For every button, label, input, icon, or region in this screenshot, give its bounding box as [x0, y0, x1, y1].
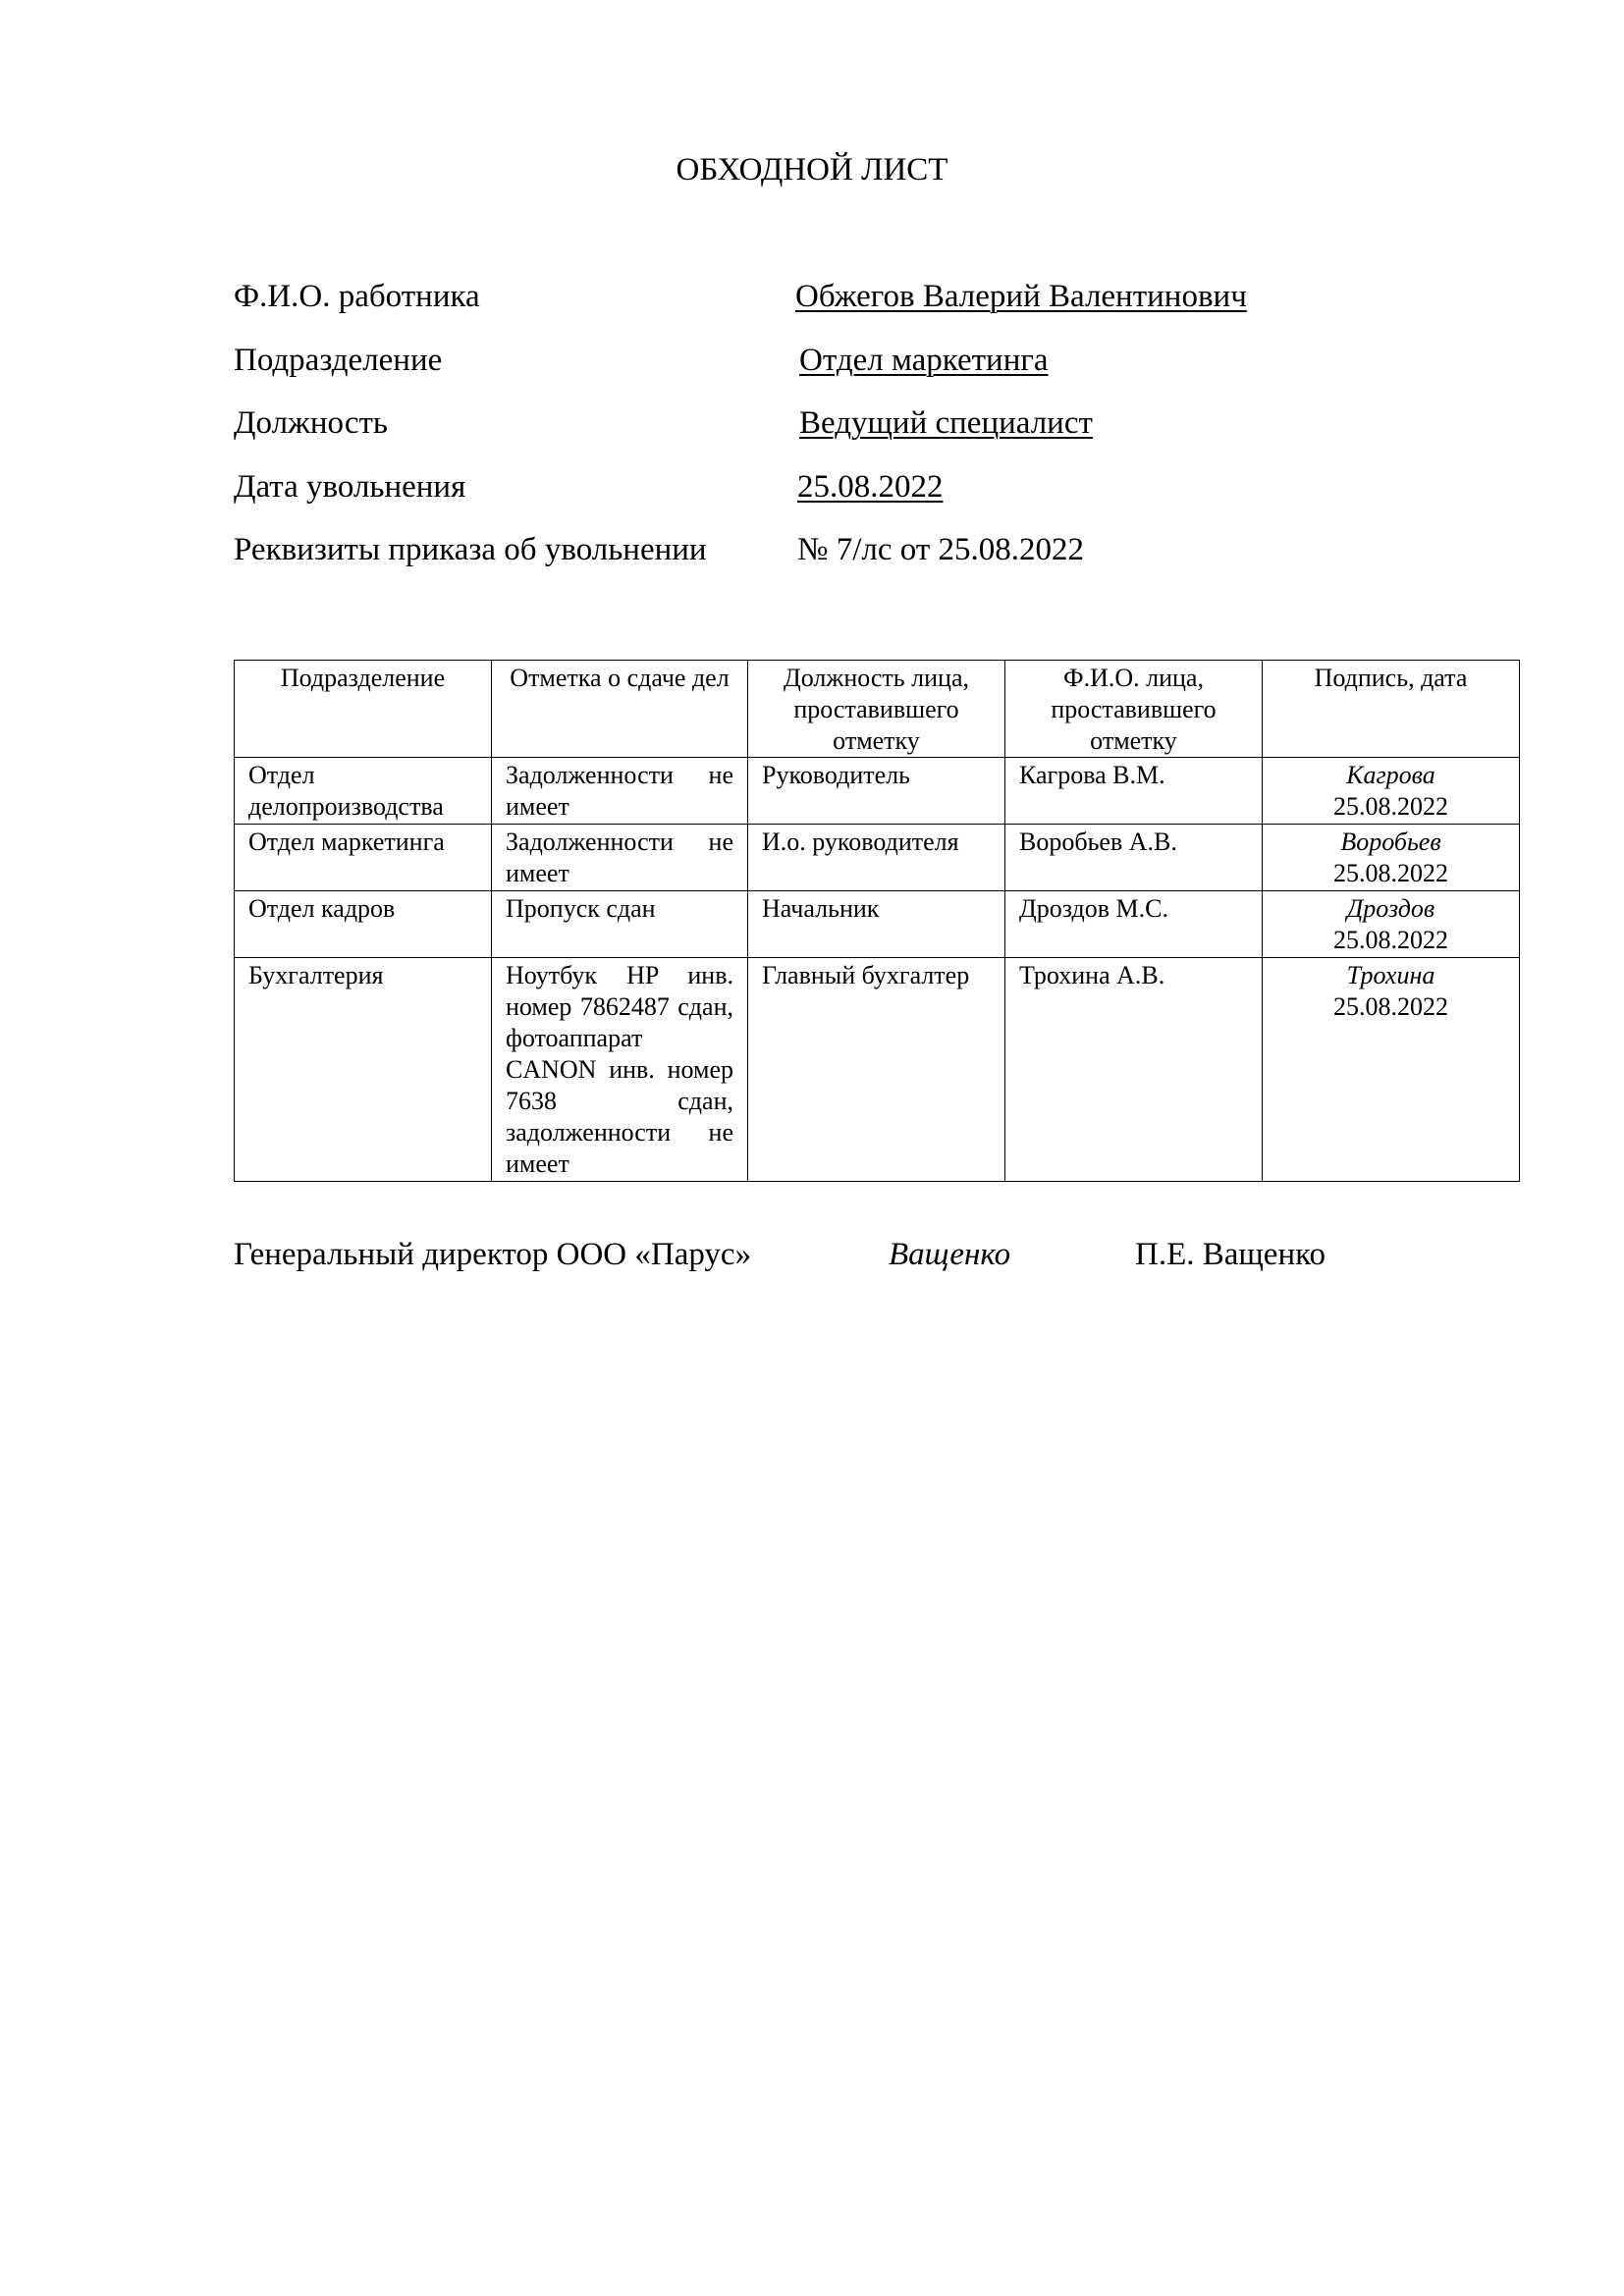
cell-position: Главный бухгалтер: [748, 958, 1005, 1182]
info-row-order-details: [234, 530, 1412, 594]
table-row: [235, 758, 1520, 825]
table-row: [235, 825, 1520, 891]
position-value: Ведущий специалист: [799, 405, 1093, 441]
table-header-row: [235, 661, 1520, 758]
table-row: [235, 891, 1520, 958]
info-row-position: [234, 403, 1412, 467]
cell-name: Трохина А.В.: [1005, 958, 1263, 1182]
position-label: Должность: [234, 405, 388, 441]
cell-department: Отдел делопроизводства: [235, 758, 492, 825]
signature-date: 25.08.2022: [1333, 859, 1448, 887]
document-title: ОБХОДНОЙ ЛИСТ: [676, 152, 948, 187]
signature: Кагрова: [1346, 761, 1435, 789]
cell-mark: Задолженности не имеет: [492, 758, 748, 825]
cell-department: Бухгалтерия: [235, 958, 492, 1182]
director-signature-block: [234, 1235, 1412, 1274]
table-row: [235, 958, 1520, 1182]
director-position: Генеральный директор ООО «Парус»: [234, 1237, 752, 1272]
signature-date: 25.08.2022: [1333, 926, 1448, 954]
header-department: Подразделение: [235, 661, 492, 758]
director-signature: Ващенко: [889, 1237, 1011, 1272]
cell-name: Кагрова В.М.: [1005, 758, 1263, 825]
info-row-department: [234, 341, 1412, 404]
header-position: Должность лица, проставившего отметку: [748, 661, 1005, 758]
cell-name: Воробьев А.В.: [1005, 825, 1263, 891]
department-label: Подразделение: [234, 342, 443, 378]
signature-date: 25.08.2022: [1333, 992, 1448, 1021]
signature-date: 25.08.2022: [1333, 792, 1448, 821]
cell-signature-date: [1263, 758, 1520, 825]
clearance-table: [234, 660, 1520, 1182]
signature: Воробьев: [1340, 828, 1441, 856]
employee-name-label: Ф.И.О. работника: [234, 279, 480, 314]
cell-position: Начальник: [748, 891, 1005, 958]
header-name: Ф.И.О. лица, проставившего отметку: [1005, 661, 1263, 758]
department-value: Отдел маркетинга: [799, 342, 1049, 378]
info-row-dismissal-date: [234, 467, 1412, 531]
employee-name-value: Обжегов Валерий Валентинович: [795, 279, 1247, 314]
cell-position: И.о. руководителя: [748, 825, 1005, 891]
info-row-employee-name: [234, 277, 1412, 341]
signature: Трохина: [1346, 961, 1435, 989]
dismissal-date-value: 25.08.2022: [797, 468, 944, 505]
cell-mark: Ноутбук HP инв. номер 7862487 сдан, фотоаппарат CANON инв. номер 7638 сдан, задолженности не имеет: [492, 958, 748, 1182]
employee-info: [234, 277, 1412, 594]
cell-department: Отдел кадров: [235, 891, 492, 958]
dismissal-date-label: Дата увольнения: [234, 468, 466, 505]
cell-department: Отдел маркетинга: [235, 825, 492, 891]
cell-mark: Задолженности не имеет: [492, 825, 748, 891]
header-signature-date: Подпись, дата: [1263, 661, 1520, 758]
cell-signature-date: [1263, 891, 1520, 958]
cell-signature-date: [1263, 958, 1520, 1182]
director-name: П.Е. Ващенко: [1135, 1237, 1326, 1272]
cell-name: Дроздов М.С.: [1005, 891, 1263, 958]
header-mark: Отметка о сдаче дел: [492, 661, 748, 758]
order-details-label: Реквизиты приказа об увольнении: [234, 532, 707, 567]
cell-mark: Пропуск сдан: [492, 891, 748, 958]
cell-signature-date: [1263, 825, 1520, 891]
signature: Дроздов: [1346, 894, 1435, 923]
order-details-value: № 7/лс от 25.08.2022: [797, 532, 1085, 567]
cell-position: Руководитель: [748, 758, 1005, 825]
